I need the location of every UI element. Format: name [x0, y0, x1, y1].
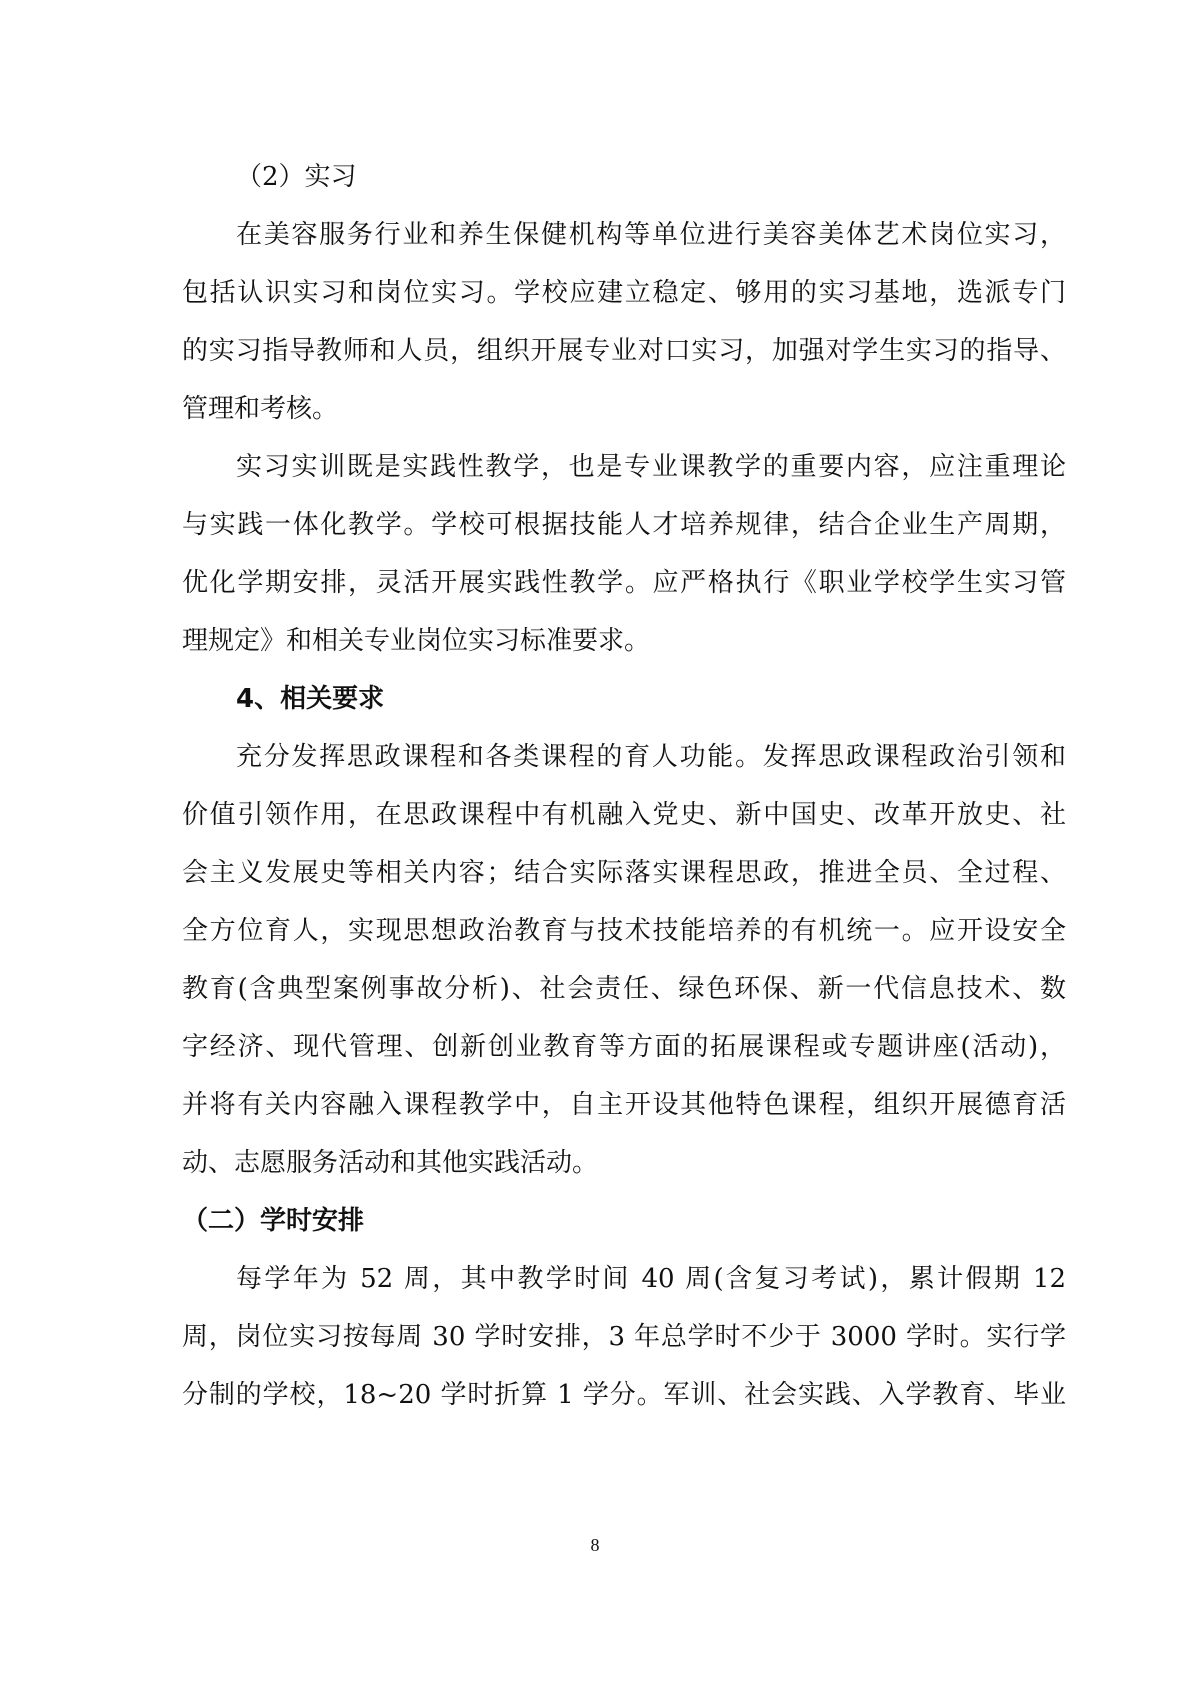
requirements-paragraph-line: 教育(含典型案例事故分析)、社会责任、绿色环保、新一代信息技术、数 — [182, 974, 1066, 1004]
internship-paragraph2-line: 优化学期安排，灵活开展实践性教学。应严格执行《职业学校学生实习管 — [182, 568, 1066, 598]
internship-paragraph1-line: 在美容服务行业和养生保健机构等单位进行美容美体艺术岗位实习， — [236, 220, 1066, 250]
internship-paragraph2-line: 实习实训既是实践性教学，也是专业课教学的重要内容，应注重理论 — [236, 452, 1066, 482]
requirements-heading: 4、相关要求 — [236, 684, 385, 714]
requirements-paragraph-line: 价值引领作用，在思政课程中有机融入党史、新中国史、改革开放史、社 — [182, 800, 1066, 830]
schedule-paragraph-line: 周，岗位实习按每周 30 学时安排，3 年总学时不少于 3000 学时。实行学 — [182, 1322, 1066, 1352]
internship-paragraph1-line: 包括认识实习和岗位实习。学校应建立稳定、够用的实习基地，选派专门 — [182, 278, 1066, 308]
internship-paragraph1-line: 的实习指导教师和人员，组织开展专业对口实习，加强对学生实习的指导、 — [182, 336, 1066, 366]
page-number: 8 — [590, 1535, 600, 1555]
requirements-paragraph-line: 动、志愿服务活动和其他实践活动。 — [182, 1148, 599, 1178]
requirements-paragraph-line: 全方位育人，实现思想政治教育与技术技能培养的有机统一。应开设安全 — [182, 916, 1066, 946]
requirements-paragraph-line: 并将有关内容融入课程教学中，自主开设其他特色课程，组织开展德育活 — [182, 1090, 1066, 1120]
internship-paragraph2-line: 理规定》和相关专业岗位实习标准要求。 — [182, 626, 651, 656]
requirements-paragraph-line: 字经济、现代管理、创新创业教育等方面的拓展课程或专题讲座(活动)， — [182, 1032, 1066, 1062]
internship-paragraph2-line: 与实践一体化教学。学校可根据技能人才培养规律，结合企业生产周期， — [182, 510, 1066, 540]
schedule-paragraph-line: 分制的学校，18~20 学时折算 1 学分。军训、社会实践、入学教育、毕业 — [182, 1380, 1066, 1410]
schedule-heading: （二）学时安排 — [182, 1206, 365, 1236]
page-content — [182, 148, 1066, 1424]
internship-heading: （2）实习 — [236, 162, 357, 192]
requirements-paragraph-line: 充分发挥思政课程和各类课程的育人功能。发挥思政课程政治引领和 — [236, 742, 1066, 772]
internship-paragraph1-line: 管理和考核。 — [182, 394, 339, 424]
requirements-paragraph-line: 会主义发展史等相关内容；结合实际落实课程思政，推进全员、全过程、 — [182, 858, 1066, 888]
schedule-paragraph-line: 每学年为 52 周，其中教学时间 40 周(含复习考试)，累计假期 12 — [236, 1264, 1066, 1294]
